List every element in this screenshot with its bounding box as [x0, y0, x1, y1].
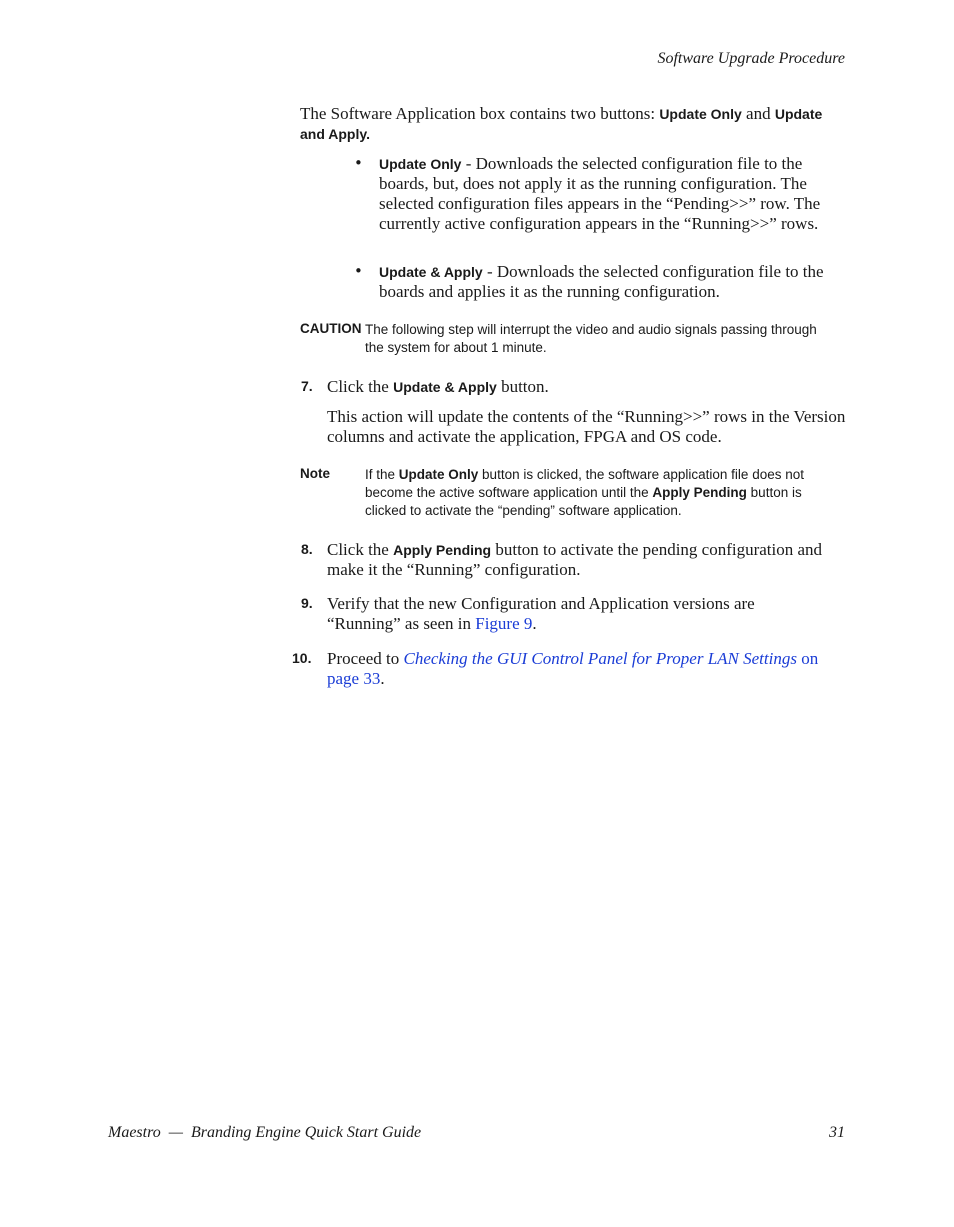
running-header: Software Upgrade Procedure — [657, 50, 845, 67]
bullet-label: Update & Apply — [379, 264, 483, 280]
footer-doc-title: Maestro — Branding Engine Quick Start Guide — [108, 1124, 422, 1141]
note-label: Note — [300, 466, 330, 481]
caution-label: CAUTION — [300, 321, 362, 336]
bullet-update-only: Update Only - Downloads the selected configuration file to the boards, but, does not apply it as the running configuration. The selected configuration files appears in the “Pending>>” row. The currently active configuration appears in the “Running>>” rows. — [379, 154, 821, 233]
update-and-apply-term: Update and Apply. — [300, 106, 823, 142]
lan-settings-link[interactable]: Checking the GUI Control Panel for Proper LAN Settings on page 33 — [327, 649, 819, 688]
update-and-apply-button-term: Update & Apply — [393, 379, 497, 395]
intro-paragraph: The Software Application box contains two buttons: Update Only and Update and Apply. — [300, 104, 823, 142]
page-number: 31 — [829, 1124, 845, 1141]
step-7-detail: This action will update the contents of the “Running>>” rows in the Version columns and activate the application, FPGA and OS code. — [327, 407, 846, 446]
step-7-text: Click the Update & Apply button. — [327, 377, 549, 396]
step-8-text: Click the Apply Pending button to activate the pending configuration and make it the “Running” configuration. — [327, 540, 823, 579]
step-number: 9. — [301, 595, 313, 611]
bullet-marker: • — [354, 262, 363, 280]
step-number: 7. — [301, 378, 313, 394]
step-number: 10. — [292, 650, 312, 666]
caution-text: The following step will interrupt the video and audio signals passing through the system for about 1 minute. — [365, 322, 817, 355]
bullet-marker: • — [354, 154, 363, 172]
apply-pending-term: Apply Pending — [393, 542, 492, 558]
bullet-update-and-apply: Update & Apply - Downloads the selected configuration file to the boards and applies it as the running configuration. — [379, 262, 824, 301]
note-text: If the Update Only button is clicked, the software application file does not become the active software application until the Apply Pending button is clicked to activate the “pending” software application. — [365, 467, 804, 518]
step-number: 8. — [301, 541, 313, 557]
step-10-text: Proceed to Checking the GUI Control Panel for Proper LAN Settings on page 33. — [327, 649, 819, 688]
bullet-label: Update Only — [379, 156, 462, 172]
update-only-term: Update Only — [659, 106, 742, 122]
step-9-text: Verify that the new Configuration and Application versions are “Running” as seen in Figure 9. — [327, 594, 755, 633]
figure-9-link[interactable]: Figure 9 — [475, 614, 533, 633]
